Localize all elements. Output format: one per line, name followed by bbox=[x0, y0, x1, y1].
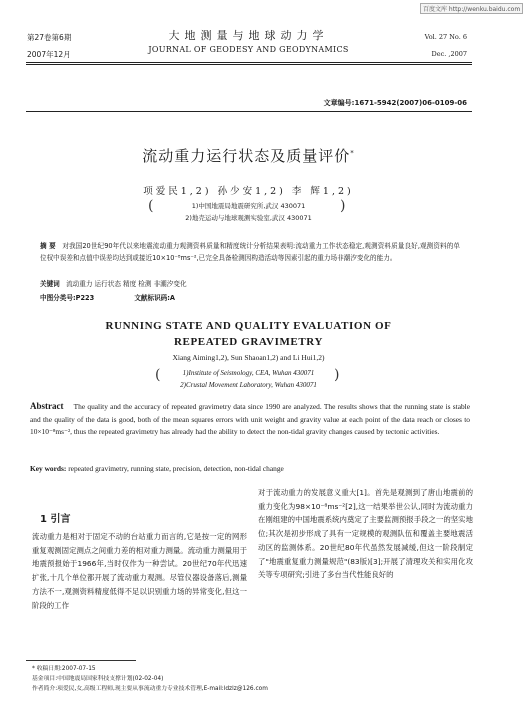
authors-cn: 项爱民1,2) 孙少安1,2) 李 辉1,2) bbox=[143, 186, 354, 197]
header-rule-top bbox=[26, 62, 472, 63]
affiliation-brace-left: ( bbox=[148, 198, 154, 214]
abstract-en bbox=[30, 400, 470, 439]
title-en-line-1: RUNNING STATE AND QUALITY EVALUATION OF bbox=[105, 320, 392, 332]
footnote-author: 作者简介:项爱民,女,高级工程师,现主要从事流动重力专业技术管理,E-mail:ldzlz@126.com bbox=[32, 686, 268, 692]
affiliation-en-1: 1)Institute of Seismology, CEA, Wuhan 430071 bbox=[182, 369, 315, 377]
body-column-right: 对于流动重力的发展意义重大[1]。首先是观测到了唐山地震前的重力变化为98×10⁻⁸ms⁻²[2],这一结果举世公认,同时为流动重力在刚组建的中国地震系统内奠定了主要监测预报手段之一的坚实地位;其次是初步形成了具有一定规模的观测队伍和覆盖主要地震活动区的监测体系。20世纪80年代虽然发展减缓,但这一阶段制定了"地震重复重力测量规范"(83版)[3];开展了清理攻关和实用化攻关等专项研究;引进了多台当代性能良好的 bbox=[258, 488, 473, 580]
keywords-cn-label: 关键词 bbox=[40, 280, 60, 288]
affiliation-en-brace-left: ( bbox=[155, 367, 161, 383]
classification-line bbox=[40, 292, 175, 302]
volume-en: Vol. 27 No. 6 bbox=[424, 33, 467, 41]
affiliation-en-2: 2)Crustal Movement Laboratory, Wuhan 430071 bbox=[180, 381, 317, 389]
header-rule-bottom bbox=[26, 64, 472, 65]
date-cn: 2007年12月 bbox=[27, 50, 71, 59]
keywords-en-label: Key words: bbox=[30, 464, 67, 473]
title-cn bbox=[0, 145, 497, 166]
volume-cn: 第27卷第6期 bbox=[27, 33, 72, 42]
abstract-en-label: Abstract bbox=[30, 401, 64, 411]
section-1-heading: 1 引言 bbox=[40, 514, 71, 525]
abstract-cn-text: 对我国20世纪90年代以来地震流动重力观测资料质量和精度统计分析结果表明:流动重力工作状态稳定,观测资料质量良好,观测资料的单位权中误差和点值中误差均达到或接近10×10⁻⁸ms⁻²,已完全具备检测因构造活动等因素引起的重力场非潮汐变化的能力。 bbox=[40, 242, 460, 262]
footnote-fund: 基金项目:中国地震局国家科技支撑计划(02-02-04) bbox=[32, 676, 164, 682]
watermark: 百度文库 http://wenku.baidu.com bbox=[420, 3, 523, 14]
title-en-line-2: REPEATED GRAVIMETRY bbox=[173, 336, 324, 348]
keywords-cn bbox=[40, 278, 187, 288]
abstract-en-text: The quality and the accuracy of repeated gravimetry data since 1990 are analyzed. The results shows that the running state is stable and the quality of the data is good, both of the mean squares errors with unit weight and gravity value at each point of the data reach or closes to 10×10⁻⁸ms⁻², thus the repeated gravimetry has already had the ability to detect the non-tidal gravity changes caused by tectonic activities. bbox=[30, 402, 471, 437]
keywords-en bbox=[30, 464, 284, 473]
footnote-rule bbox=[26, 660, 136, 661]
article-number-rule bbox=[26, 111, 472, 112]
title-footnote-mark: * bbox=[350, 149, 355, 157]
document-code: 文献标识码:A bbox=[134, 294, 176, 302]
keywords-cn-text: 流动重力 运行状态 精度 检测 非潮汐变化 bbox=[66, 280, 187, 288]
authors-en: Xiang Aiming1,2), Sun Shaoan1,2) and Li Hui1,2) bbox=[172, 353, 325, 362]
body-column-left: 流动重力是相对于固定不动的台站重力而言的,它是按一定的网形重复观测固定测点之间重力差的相对重力测量。流动重力测量用于地震预报始于1966年,当时仅作为一种尝试。20世纪70年代迅速扩张,十几个单位都开展了流动重力观测。尽管仪器设备落后,测量方法不一,观测资料精度低得不足以识别重力场的异常变化,但这一阶段的工作 bbox=[32, 532, 247, 610]
abstract-cn bbox=[40, 240, 460, 264]
date-en: Dec. ,2007 bbox=[431, 50, 467, 58]
clc-number: 中图分类号:P223 bbox=[40, 294, 95, 302]
keywords-en-text: repeated gravimetry, running state, precision, detection, non-tidal change bbox=[68, 464, 284, 473]
journal-title-cn: 大地测量与地球动力学 bbox=[168, 29, 329, 42]
affiliation-cn-1: 1)中国地震局地震研究所,武汉 430071 bbox=[191, 202, 306, 210]
journal-title-en: JOURNAL OF GEODESY AND GEODYNAMICS bbox=[148, 45, 349, 54]
affiliation-cn-2: 2)地壳运动与地球观测实验室,武汉 430071 bbox=[185, 214, 312, 222]
affiliation-brace-right: ) bbox=[340, 198, 346, 214]
footnote-received: * 收稿日期:2007-07-15 bbox=[32, 666, 96, 672]
affiliation-en-brace-right: ) bbox=[334, 367, 340, 383]
abstract-cn-label: 摘 要 bbox=[40, 242, 56, 250]
article-number: 文章编号:1671-5942(2007)06-0109-06 bbox=[323, 99, 467, 107]
title-cn-text: 流动重力运行状态及质量评价 bbox=[142, 147, 351, 165]
